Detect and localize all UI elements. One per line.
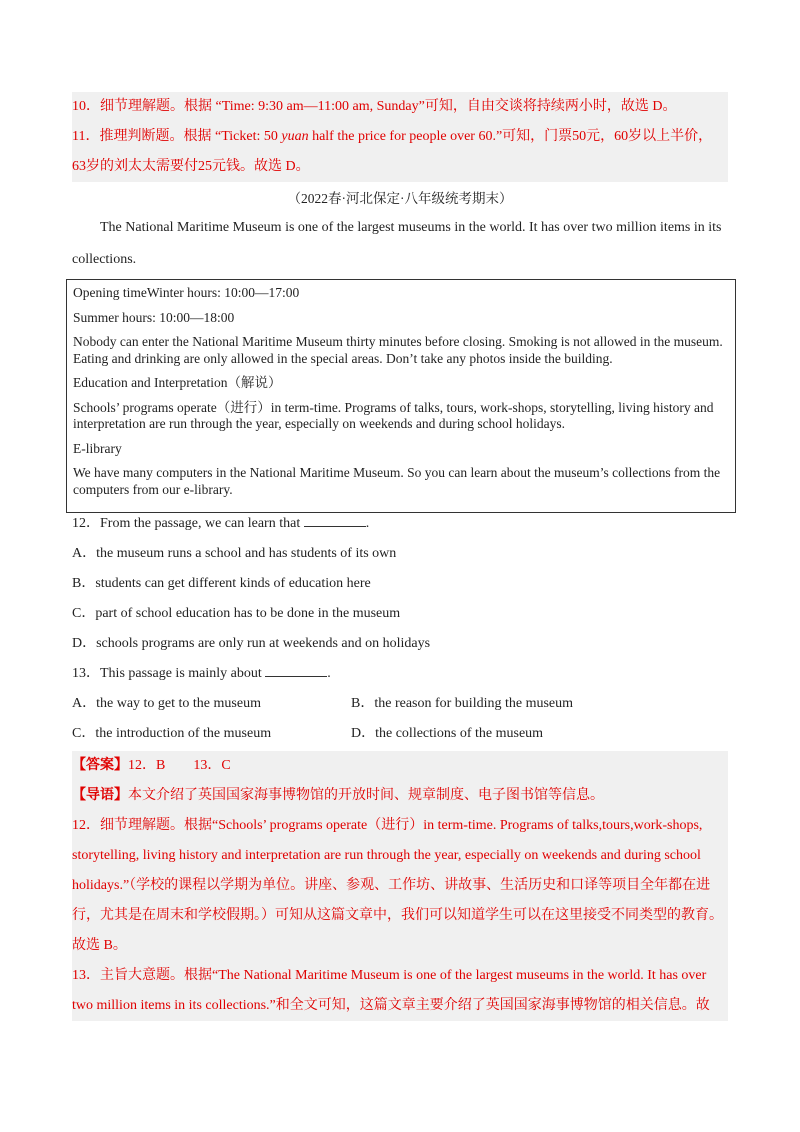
- answer-block: [72, 751, 728, 1021]
- explanation-13-line1: 13．主旨大意题。根据“The National Maritime Museum is one of the largest museums in the world. It has over: [72, 968, 707, 983]
- answer-key: 【答案】12．B 13．C: [72, 758, 231, 773]
- museum-info-box: [66, 279, 736, 513]
- explanation-12-line1: 12．细节理解题。根据“Schools’ programs operate（进行）in term-time. Programs of talks,tours,work-shops,: [72, 818, 703, 833]
- q13-option-b: B．the reason for building the museum: [351, 696, 574, 711]
- q12-option-d: D．schools programs are only run at weekends and on holidays: [72, 636, 431, 651]
- box-rules: Nobody can enter the National Maritime Museum thirty minutes before closing. Smoking is not allowed in the museum. Eating and drinking are only allowed in the special areas. Don’t take any photos inside the building.: [73, 334, 723, 366]
- question-13-stem: 13．This passage is mainly about .: [72, 659, 331, 689]
- q13-option-d: D．the collections of the museum: [351, 726, 544, 741]
- question-12-stem: 12．From the passage, we can learn that .: [72, 509, 369, 539]
- explanation-10: 10．细节理解题。根据 “Time: 9:30 am—11:00 am, Sunday”可知，自由交谈将持续两小时，故选 D。: [72, 99, 677, 114]
- explanation-12-line3: holidays.”（学校的课程以学期为单位。讲座、参观、工作坊、讲故事、生活历史和口译等项目全年都在进: [72, 878, 711, 893]
- explanation-12-line2: storytelling, living history and interpretation are run through the year, especially on weekends and during school: [72, 848, 701, 863]
- answer-blank: [265, 662, 327, 677]
- explanation-11-cont: 63岁的刘太太需要付25元钱。故选 D。: [72, 159, 310, 174]
- guide-line: 【导语】本文介绍了英国国家海事博物馆的开放时间、规章制度、电子图书馆等信息。: [72, 788, 604, 803]
- explanation-13-line2: two million items in its collections.”和全文可知，这篇文章主要介绍了英国国家海事博物馆的相关信息。故: [72, 998, 710, 1013]
- explanation-12-line4: 行，尤其是在周末和学校假期。）可知从这篇文章中，我们可以知道学生可以在这里接受不同类型的教育。: [72, 908, 723, 923]
- box-summer-hours: Summer hours: 10:00—18:00: [73, 309, 235, 325]
- answer-blank: [304, 512, 366, 527]
- source-line: （2022春·河北保定·八年级统考期末）: [287, 191, 513, 206]
- box-elibrary-text: We have many computers in the National Maritime Museum. So you can learn about the museum’s collections from the computers from our e-library.: [73, 465, 721, 497]
- box-education-heading: Education and Interpretation（解说）: [73, 375, 282, 390]
- box-winter-hours: Opening timeWinter hours: 10:00—17:00: [73, 285, 300, 300]
- box-education-text: Schools’ programs operate（进行）in term-time. Programs of talks, tours, work-shops, storytelling, living history and interpretation are run through the year, especially on weekends and during school holidays.: [73, 399, 714, 431]
- q12-option-c: C．part of school education has to be done in the museum: [72, 606, 401, 621]
- q13-option-c: C．the introduction of the museum: [72, 726, 272, 741]
- q13-option-a: A．the way to get to the museum: [72, 696, 261, 711]
- intro-paragraph: The National Maritime Museum is one of the largest museums in the world. It has over two million items in its collections.: [72, 220, 722, 267]
- explanation-12-line5: 故选 B。: [72, 938, 127, 953]
- previous-answer-block: [72, 92, 728, 182]
- q12-option-a: A．the museum runs a school and has students of its own: [72, 546, 397, 561]
- explanation-11: 11．推理判断题。根据 “Ticket: 50 yuan half the price for people over 60.”可知，门票50元，60岁以上半价，: [72, 129, 713, 144]
- q12-option-b: B．students can get different kinds of education here: [72, 576, 371, 591]
- box-elibrary-heading: E-library: [73, 440, 122, 456]
